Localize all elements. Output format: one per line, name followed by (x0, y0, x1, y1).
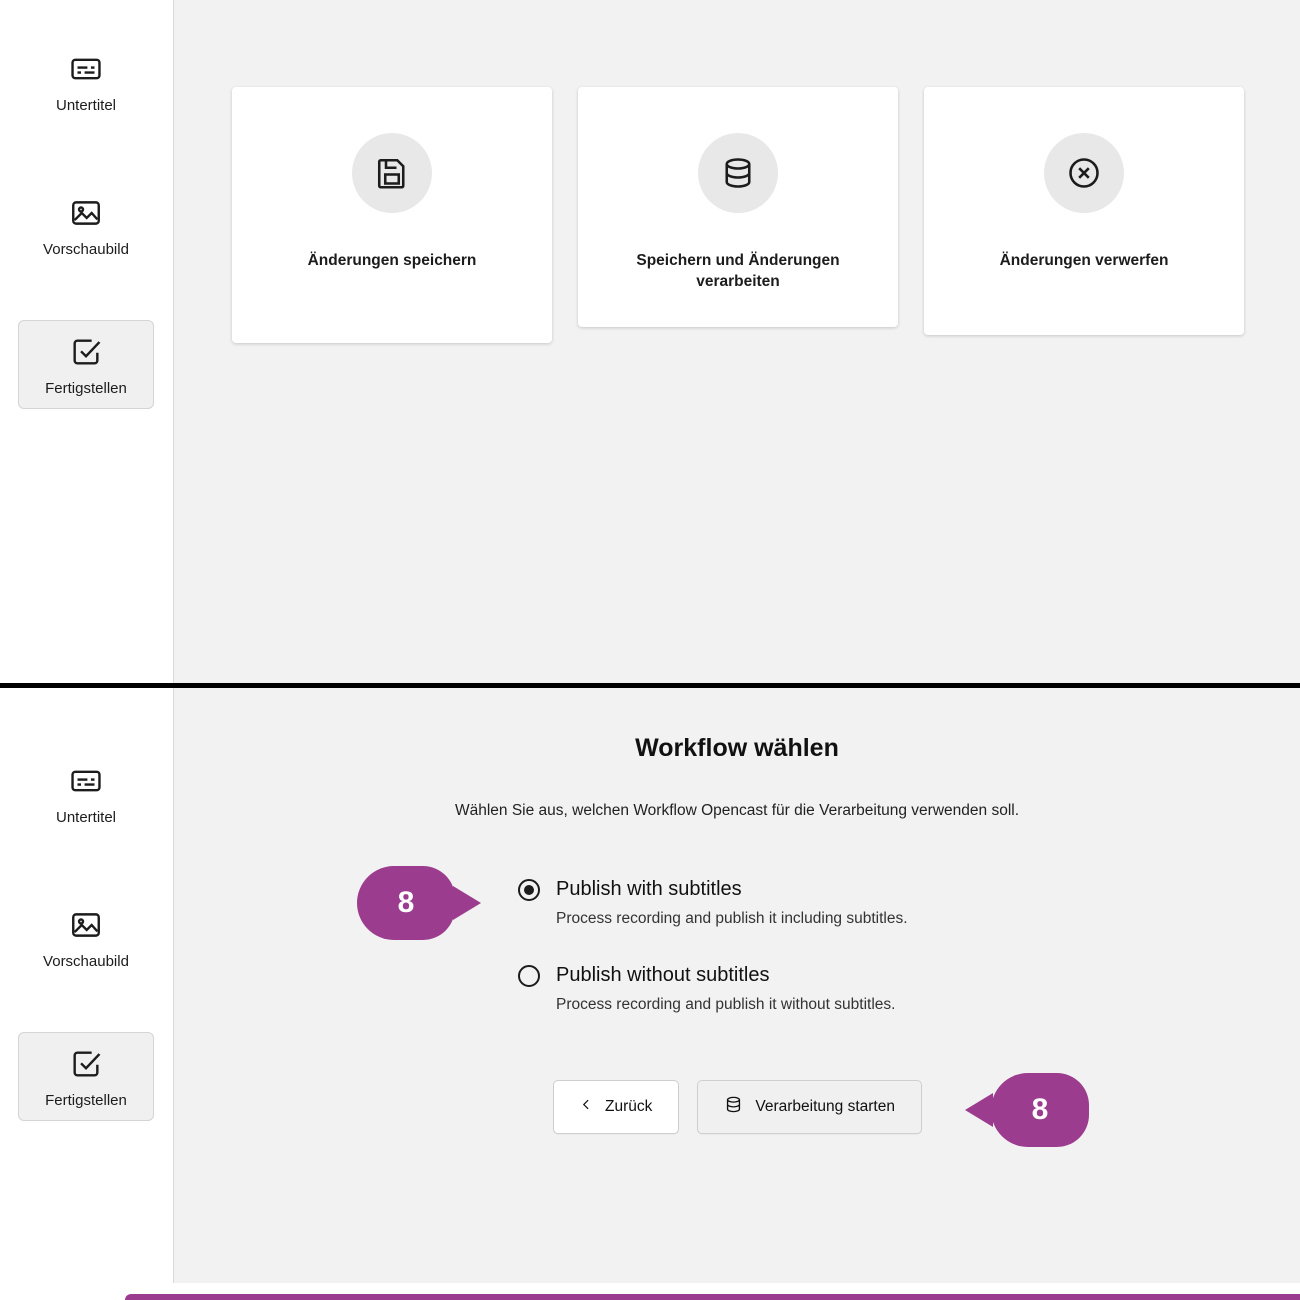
workflow-option-without-subtitles[interactable] (518, 964, 1138, 1014)
callout-pointer (453, 886, 481, 920)
sidebar-item-label: Vorschaubild (43, 953, 129, 970)
start-processing-button-label: Verarbeitung starten (755, 1098, 895, 1115)
workflow-radio-group (518, 878, 1138, 1014)
workflow-section (174, 688, 1300, 1300)
sidebar-item-untertitel[interactable] (18, 38, 154, 125)
sidebar-item-fertigstellen[interactable] (18, 1032, 154, 1121)
radio-label: Publish without subtitles (556, 964, 770, 986)
sidebar-item-label: Untertitel (55, 809, 117, 826)
sidebar-item-label: Fertigstellen (45, 380, 127, 397)
callout-badge-button (965, 1073, 1089, 1147)
bottom-panel (0, 688, 1300, 1300)
sidebar-item-vorschaubild[interactable] (18, 894, 154, 981)
start-processing-button[interactable] (697, 1080, 922, 1134)
card-title: Änderungen verwerfen (999, 252, 1169, 269)
callout-badge-radio (357, 866, 481, 940)
sidebar-item-vorschaubild[interactable] (18, 182, 154, 269)
image-icon (69, 908, 103, 942)
database-icon (724, 1095, 743, 1119)
save-changes-card[interactable] (232, 87, 552, 343)
image-icon (69, 196, 103, 230)
sidebar-bottom (0, 688, 174, 1300)
save-and-process-card[interactable] (578, 87, 898, 327)
radio-button-with-subtitles[interactable] (518, 879, 540, 901)
discard-changes-card[interactable] (924, 87, 1244, 335)
callout-number: 8 (991, 1073, 1089, 1147)
chevron-left-icon (580, 1098, 593, 1116)
sidebar-item-label: Vorschaubild (43, 241, 129, 258)
workflow-button-row (553, 1080, 922, 1134)
check-square-icon (69, 1047, 103, 1081)
action-card-list (232, 87, 1244, 343)
sidebar-item-untertitel[interactable] (18, 750, 154, 837)
save-disk-icon (352, 133, 432, 213)
sidebar-item-label: Fertigstellen (45, 1092, 127, 1109)
back-button[interactable] (553, 1080, 679, 1134)
radio-label: Publish with subtitles (556, 878, 742, 900)
sidebar-top (0, 0, 174, 683)
card-title: Änderungen speichern (307, 252, 477, 269)
callout-number: 8 (357, 866, 455, 940)
workflow-description: Wählen Sie aus, welchen Workflow Opencast für die Verarbeitung verwenden soll. (454, 802, 1020, 819)
radio-row[interactable] (518, 878, 1138, 901)
radio-button-without-subtitles[interactable] (518, 965, 540, 987)
sidebar-item-fertigstellen[interactable] (18, 320, 154, 409)
radio-sublabel: Process recording and publish it without subtitles. (556, 996, 896, 1013)
back-button-label: Zurück (605, 1098, 653, 1115)
cancel-circle-icon (1044, 133, 1124, 213)
subtitles-icon (69, 52, 103, 86)
page-title: Workflow wählen (635, 734, 839, 762)
check-square-icon (69, 335, 103, 369)
database-icon (698, 133, 778, 213)
radio-row[interactable] (518, 964, 1138, 987)
sidebar-item-label: Untertitel (55, 97, 117, 114)
radio-sublabel: Process recording and publish it including subtitles. (556, 910, 908, 927)
card-title: Speichern und Änderungen verarbeiten (636, 252, 840, 290)
subtitles-icon (69, 764, 103, 798)
workflow-option-with-subtitles[interactable] (518, 878, 1138, 928)
bottom-accent-bar (125, 1294, 1300, 1300)
callout-pointer (965, 1093, 993, 1127)
